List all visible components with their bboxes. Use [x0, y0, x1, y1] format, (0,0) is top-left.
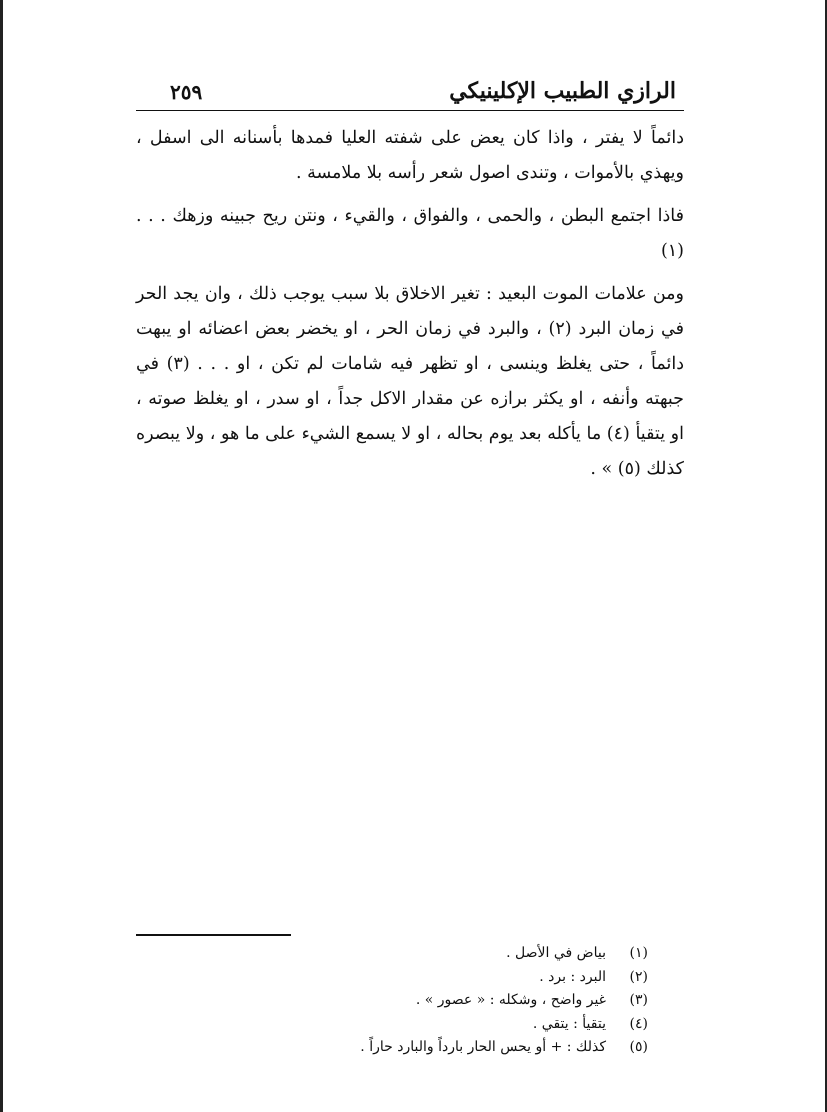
footnote-item: [360, 1013, 648, 1037]
footnote-text: بياض في الأصل .: [506, 945, 606, 961]
footnote-item: [360, 942, 648, 966]
paragraph: ومن علامات الموت البعيد : تغير الاخلاق بلا سبب يوجب ذلك ، وان يجد الحر في زمان البرد (٢) ، والبرد في زمان الحر ، او يخضر بعض اعضائه او يبهت دائماً ، حتى يغلظ وينسى ، او تظهر فيه شامات لم تكن ، او . . . (٣) في جبهته وأنفه ، او يكثر برازه عن مقدار الاكل جداً ، او سدر ، او يغلظ صوته ، او يتقيأ (٤) ما يأكله بعد يوم بحاله ، او لا يسمع الشيء على ما هو ، ولا يبصره كذلك (٥) » .: [136, 284, 684, 479]
footnote-text: يتقيأ : يتقي .: [532, 1015, 606, 1032]
book-page: [136, 76, 684, 495]
paragraph: فاذا اجتمع البطن ، والحمى ، والفواق ، والقيء ، ونتن ريح جبينه وزهك . . . (١): [136, 206, 684, 261]
body-text: [136, 121, 684, 487]
footnote-number: (٢): [629, 968, 648, 985]
footnote-text: كذلك : + أو يحس الحار بارداً والبارد حاراً .: [360, 1039, 606, 1055]
footnote-item: [360, 966, 648, 990]
footnote-number: (٥): [629, 1039, 648, 1055]
footnote-number: (١): [629, 945, 648, 961]
page-number: ٢٥٩: [170, 80, 203, 104]
footnote-text: البرد : برد .: [539, 968, 606, 985]
footnote-item: [360, 989, 648, 1013]
page-border-left: [0, 0, 3, 1112]
footnote-number: (٣): [629, 992, 648, 1008]
footnote-item: [360, 1036, 648, 1060]
footnote-text: غير واضح ، وشكله : « عصور » .: [415, 992, 606, 1008]
paragraph: دائماً لا يفتر ، واذا كان يعض على شفته العليا فمدها بأسنانه الى اسفل ، ويهذي بالأموات ، وتندى اصول شعر رأسه بلا ملامسة .: [136, 128, 684, 183]
running-title: الرازي الطبيب الإكلينيكي: [449, 78, 676, 104]
footnote-list: [360, 942, 648, 1060]
footnote-rule: [136, 934, 291, 936]
running-head: [136, 76, 684, 111]
footnote-number: (٤): [629, 1015, 648, 1032]
